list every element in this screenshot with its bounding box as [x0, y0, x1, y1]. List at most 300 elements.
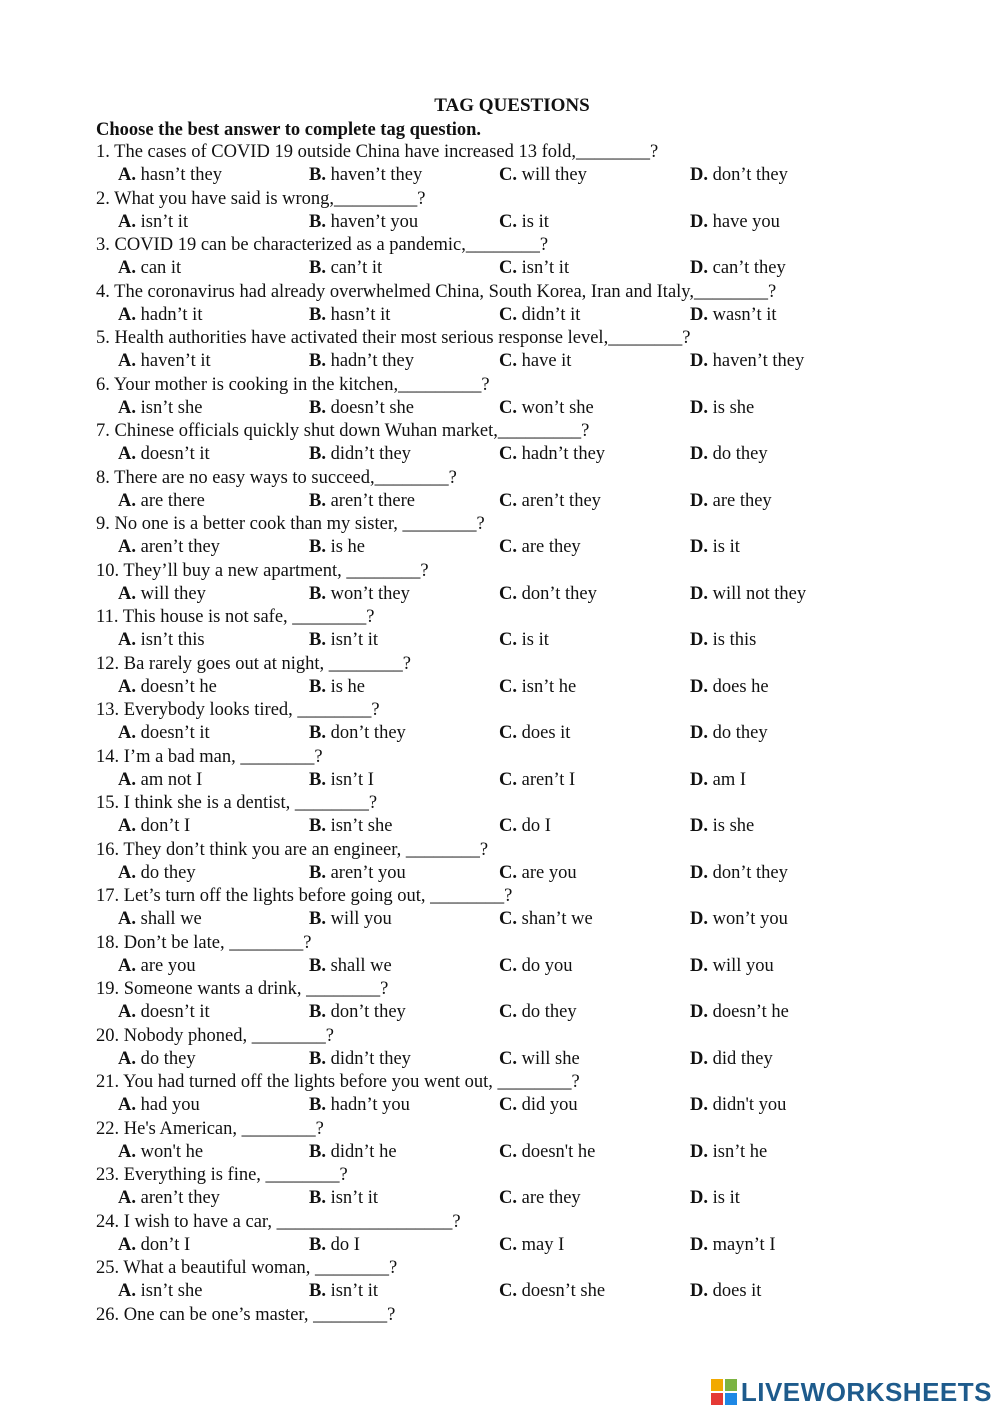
- answer-option-d[interactable]: [690, 1001, 789, 1024]
- question-stem: 7. Chinese officials quickly shut down Wuhan market,_________?: [96, 421, 590, 441]
- option-letter: D.: [690, 1048, 708, 1069]
- answer-option-b[interactable]: [309, 1187, 378, 1210]
- option-letter: A.: [118, 490, 136, 511]
- answer-options: [96, 536, 976, 559]
- answer-options: [96, 908, 976, 931]
- option-letter: C.: [499, 211, 517, 232]
- answer-option-a[interactable]: [118, 722, 210, 745]
- answer-option-c[interactable]: [499, 350, 571, 373]
- answer-option-a[interactable]: [118, 583, 206, 606]
- option-text: do I: [330, 1234, 360, 1255]
- answer-option-d[interactable]: [690, 164, 788, 187]
- option-letter: B.: [309, 444, 326, 465]
- option-letter: C.: [499, 769, 517, 790]
- question-item: [96, 606, 976, 653]
- question-stem: 14. I’m a bad man, ________?: [96, 746, 323, 767]
- option-text: are they: [712, 490, 772, 511]
- question-item: [96, 1025, 976, 1072]
- option-text: do they: [712, 444, 768, 465]
- option-letter: D.: [690, 630, 708, 651]
- option-text: don’t I: [140, 816, 191, 837]
- option-text: isn’t he: [521, 676, 577, 697]
- option-letter: B.: [309, 211, 326, 232]
- answer-option-d[interactable]: [690, 1048, 773, 1071]
- answer-option-b[interactable]: [309, 815, 392, 838]
- option-text: shall we: [330, 955, 392, 976]
- question-item: [96, 932, 976, 979]
- answer-option-b[interactable]: [309, 164, 422, 187]
- option-letter: B.: [309, 304, 326, 325]
- option-text: will they: [521, 165, 587, 186]
- answer-option-a[interactable]: [118, 257, 181, 280]
- answer-option-a[interactable]: [118, 1048, 196, 1071]
- option-letter: D.: [690, 351, 708, 372]
- question-stem: 25. What a beautiful woman, ________?: [96, 1258, 398, 1278]
- option-text: isn’t it: [330, 630, 379, 651]
- option-letter: D.: [690, 769, 708, 790]
- worksheet-title: TAG QUESTIONS: [434, 95, 590, 116]
- question-item: [96, 467, 976, 514]
- answer-option-b[interactable]: [309, 908, 392, 931]
- option-text: aren’t I: [521, 769, 576, 790]
- option-letter: C.: [499, 165, 517, 186]
- option-text: isn’t it: [140, 211, 189, 232]
- question-stem: 15. I think she is a dentist, ________?: [96, 793, 378, 813]
- option-text: haven’t they: [330, 165, 423, 186]
- answer-options: [96, 1048, 976, 1071]
- answer-options: [96, 1001, 976, 1024]
- answer-option-b[interactable]: [309, 1048, 411, 1071]
- question-stem: 24. I wish to have a car, ___________________?: [96, 1211, 461, 1232]
- answer-option-a[interactable]: [118, 304, 202, 327]
- answer-option-a[interactable]: [118, 1234, 190, 1257]
- answer-option-a[interactable]: [118, 1187, 220, 1210]
- option-text: didn’t they: [330, 1048, 411, 1069]
- answer-option-d[interactable]: [690, 676, 769, 699]
- answer-option-d[interactable]: [690, 629, 756, 652]
- answer-options: [96, 769, 976, 792]
- option-letter: A.: [118, 1234, 136, 1255]
- option-text: may I: [521, 1234, 565, 1255]
- answer-option-d[interactable]: [690, 257, 786, 280]
- option-letter: C.: [499, 816, 517, 837]
- answer-option-a[interactable]: [118, 1280, 202, 1303]
- question-stem: 23. Everything is fine, ________?: [96, 1165, 348, 1185]
- option-letter: C.: [499, 1234, 517, 1255]
- option-letter: C.: [499, 304, 517, 325]
- question-item: [96, 1164, 976, 1211]
- answer-option-b[interactable]: [309, 1094, 410, 1117]
- answer-option-a[interactable]: [118, 350, 211, 373]
- answer-option-a[interactable]: [118, 815, 190, 838]
- option-letter: A.: [118, 769, 136, 790]
- answer-option-d[interactable]: [690, 211, 780, 234]
- question-stem: 22. He's American, ________?: [96, 1118, 324, 1139]
- answer-option-d[interactable]: [690, 1094, 786, 1117]
- answer-option-b[interactable]: [309, 350, 414, 373]
- option-letter: C.: [499, 490, 517, 511]
- option-text: hadn’t you: [330, 1095, 410, 1116]
- instruction-text: Choose the best answer to complete tag question.: [96, 120, 482, 140]
- option-letter: D.: [690, 909, 708, 930]
- answer-option-c[interactable]: [499, 815, 551, 838]
- answer-option-d[interactable]: [690, 908, 788, 931]
- answer-options: [96, 676, 976, 699]
- option-text: is he: [330, 676, 366, 697]
- option-letter: B.: [309, 723, 326, 744]
- option-text: will she: [521, 1048, 580, 1069]
- option-letter: B.: [309, 1188, 326, 1209]
- question-item: [96, 839, 976, 886]
- answer-option-a[interactable]: [118, 862, 196, 885]
- answer-option-c[interactable]: [499, 211, 549, 234]
- answer-option-b[interactable]: [309, 583, 410, 606]
- answer-option-b[interactable]: [309, 211, 418, 234]
- answer-option-a[interactable]: [118, 769, 202, 792]
- option-text: aren’t they: [140, 537, 220, 558]
- answer-option-c[interactable]: [499, 304, 580, 327]
- option-text: have it: [521, 351, 572, 372]
- option-text: is this: [712, 630, 757, 651]
- question-item: [96, 374, 976, 421]
- option-text: can it: [140, 258, 182, 279]
- option-text: did you: [521, 1095, 578, 1116]
- option-letter: C.: [499, 537, 517, 558]
- option-letter: B.: [309, 258, 326, 279]
- option-text: won't he: [140, 1141, 204, 1162]
- option-letter: D.: [690, 1281, 708, 1302]
- answer-option-d[interactable]: [690, 443, 768, 466]
- option-text: shan’t we: [521, 909, 593, 930]
- answer-option-c[interactable]: [499, 164, 587, 187]
- answer-option-b[interactable]: [309, 862, 406, 885]
- option-text: do they: [521, 1002, 577, 1023]
- option-text: isn’t it: [330, 1188, 379, 1209]
- answer-option-d[interactable]: [690, 304, 777, 327]
- option-letter: D.: [690, 676, 708, 697]
- option-letter: B.: [309, 862, 326, 883]
- option-letter: C.: [499, 1002, 517, 1023]
- option-letter: B.: [309, 1234, 326, 1255]
- option-letter: B.: [309, 816, 326, 837]
- option-letter: D.: [690, 1234, 708, 1255]
- option-text: do they: [712, 723, 768, 744]
- answer-option-c[interactable]: [499, 536, 581, 559]
- option-text: mayn’t I: [712, 1234, 776, 1255]
- option-letter: C.: [499, 351, 517, 372]
- question-stem: 12. Ba rarely goes out at night, ________?: [96, 653, 411, 674]
- option-text: isn’t she: [140, 1281, 203, 1302]
- option-letter: D.: [690, 862, 708, 883]
- answer-options: [96, 1187, 976, 1210]
- question-item: [96, 653, 976, 700]
- answer-option-b[interactable]: [309, 1001, 406, 1024]
- option-letter: C.: [499, 955, 517, 976]
- answer-option-a[interactable]: [118, 397, 202, 420]
- answer-option-d[interactable]: [690, 397, 754, 420]
- question-stem: 1. The cases of COVID 19 outside China have increased 13 fold,________?: [96, 142, 659, 162]
- answer-option-d[interactable]: [690, 350, 804, 373]
- option-text: aren’t there: [330, 490, 415, 511]
- question-item: [96, 560, 976, 607]
- question-item: [96, 327, 976, 374]
- option-letter: C.: [499, 1188, 517, 1209]
- option-text: am I: [712, 769, 747, 790]
- option-text: hasn’t they: [140, 165, 222, 186]
- option-letter: B.: [309, 769, 326, 790]
- option-text: isn’t she: [140, 397, 203, 418]
- option-text: isn’t I: [330, 769, 374, 790]
- answer-option-a[interactable]: [118, 211, 188, 234]
- question-stem: 5. Health authorities have activated their most serious response level,________?: [96, 328, 691, 348]
- question-item: [96, 1118, 976, 1165]
- option-letter: B.: [309, 1095, 326, 1116]
- option-text: do they: [140, 862, 196, 883]
- option-text: do they: [140, 1048, 196, 1069]
- option-text: doesn’t it: [140, 444, 210, 465]
- question-item: [96, 281, 976, 328]
- answer-option-b[interactable]: [309, 676, 365, 699]
- option-letter: B.: [309, 351, 326, 372]
- option-text: is it: [521, 630, 549, 651]
- answer-option-c[interactable]: [499, 629, 549, 652]
- option-text: doesn’t she: [521, 1281, 606, 1302]
- question-item: [96, 420, 976, 467]
- answer-option-d[interactable]: [690, 815, 754, 838]
- option-letter: D.: [690, 1002, 708, 1023]
- option-text: hadn’t they: [521, 444, 606, 465]
- answer-option-d[interactable]: [690, 1234, 775, 1257]
- option-text: hadn’t it: [140, 304, 203, 325]
- question-stem: 4. The coronavirus had already overwhelmed China, South Korea, Iran and Italy,________?: [96, 281, 777, 302]
- question-stem: 26. One can be one’s master, ________?: [96, 1304, 396, 1325]
- option-letter: D.: [690, 490, 708, 511]
- question-item: [96, 1071, 976, 1118]
- option-text: did they: [712, 1048, 773, 1069]
- answer-option-b[interactable]: [309, 955, 392, 978]
- answer-option-c[interactable]: [499, 955, 573, 978]
- option-text: haven’t you: [330, 211, 419, 232]
- answer-option-b[interactable]: [309, 1280, 378, 1303]
- option-letter: C.: [499, 1048, 517, 1069]
- option-letter: B.: [309, 490, 326, 511]
- answer-option-b[interactable]: [309, 443, 411, 466]
- option-letter: C.: [499, 1141, 517, 1162]
- question-item: [96, 978, 976, 1025]
- answer-option-a[interactable]: [118, 908, 202, 931]
- option-text: didn’t it: [521, 304, 581, 325]
- answer-option-b[interactable]: [309, 536, 365, 559]
- option-letter: A.: [118, 211, 136, 232]
- answer-option-c[interactable]: [499, 862, 577, 885]
- option-text: do I: [521, 816, 551, 837]
- answer-options: [96, 815, 976, 838]
- question-stem: 2. What you have said is wrong,_________?: [96, 188, 426, 209]
- answer-option-a[interactable]: [118, 1001, 210, 1024]
- option-text: is she: [712, 397, 755, 418]
- question-stem: 16. They don’t think you are an engineer, ________?: [96, 839, 489, 860]
- answer-option-c[interactable]: [499, 1187, 581, 1210]
- answer-options: [96, 350, 976, 373]
- option-text: are you: [140, 955, 196, 976]
- option-letter: D.: [690, 165, 708, 186]
- option-letter: B.: [309, 1048, 326, 1069]
- option-text: don’t they: [330, 1002, 406, 1023]
- option-text: hadn’t they: [330, 351, 414, 372]
- answer-option-c[interactable]: [499, 1234, 564, 1257]
- answer-options: [96, 1094, 976, 1117]
- answer-options: [96, 211, 976, 234]
- answer-option-d[interactable]: [690, 583, 806, 606]
- question-stem: 17. Let’s turn off the lights before going out, ________?: [96, 886, 513, 906]
- answer-option-c[interactable]: [499, 908, 593, 931]
- option-text: doesn't he: [521, 1141, 596, 1162]
- option-text: isn’t it: [521, 258, 570, 279]
- option-letter: D.: [690, 444, 708, 465]
- option-letter: D.: [690, 1095, 708, 1116]
- answer-option-c[interactable]: [499, 1280, 605, 1303]
- question-item: [96, 1211, 976, 1258]
- option-letter: B.: [309, 397, 326, 418]
- option-letter: D.: [690, 816, 708, 837]
- answer-option-b[interactable]: [309, 722, 406, 745]
- answer-option-c[interactable]: [499, 769, 575, 792]
- answer-option-c[interactable]: [499, 1094, 578, 1117]
- option-text: will you: [712, 955, 774, 976]
- answer-option-a[interactable]: [118, 164, 222, 187]
- option-letter: A.: [118, 862, 136, 883]
- question-stem: 8. There are no easy ways to succeed,________?: [96, 467, 457, 488]
- option-text: didn’t they: [330, 444, 411, 465]
- option-text: won’t she: [521, 397, 594, 418]
- option-letter: A.: [118, 955, 136, 976]
- question-stem: 11. This house is not safe, ________?: [96, 607, 375, 627]
- answer-options: [96, 955, 976, 978]
- option-letter: A.: [118, 723, 136, 744]
- option-letter: C.: [499, 258, 517, 279]
- question-stem: 13. Everybody looks tired, ________?: [96, 700, 380, 720]
- answer-option-c[interactable]: [499, 722, 570, 745]
- question-stem: 18. Don’t be late, ________?: [96, 932, 312, 953]
- liveworksheets-logo-icon: [711, 1379, 737, 1405]
- option-letter: A.: [118, 676, 136, 697]
- option-letter: A.: [118, 630, 136, 651]
- option-letter: A.: [118, 1048, 136, 1069]
- answer-option-d[interactable]: [690, 1141, 767, 1164]
- answer-option-b[interactable]: [309, 257, 382, 280]
- answer-option-a[interactable]: [118, 955, 196, 978]
- option-letter: A.: [118, 583, 136, 604]
- option-letter: A.: [118, 304, 136, 325]
- option-letter: C.: [499, 630, 517, 651]
- question-item: [96, 1257, 976, 1304]
- option-text: didn’t he: [330, 1141, 397, 1162]
- option-letter: D.: [690, 397, 708, 418]
- answer-option-c[interactable]: [499, 676, 576, 699]
- answer-option-a[interactable]: [118, 443, 210, 466]
- answer-option-d[interactable]: [690, 862, 788, 885]
- answer-option-c[interactable]: [499, 443, 605, 466]
- option-letter: A.: [118, 258, 136, 279]
- answer-option-d[interactable]: [690, 490, 772, 513]
- option-text: are they: [521, 1188, 581, 1209]
- answer-options: [96, 1234, 976, 1257]
- answer-option-b[interactable]: [309, 1141, 397, 1164]
- answer-option-c[interactable]: [499, 397, 594, 420]
- answer-option-d[interactable]: [690, 1280, 761, 1303]
- answer-option-b[interactable]: [309, 397, 414, 420]
- option-text: won’t they: [330, 583, 410, 604]
- option-text: doesn’t she: [330, 397, 415, 418]
- answer-option-c[interactable]: [499, 1141, 595, 1164]
- answer-option-d[interactable]: [690, 536, 740, 559]
- option-letter: A.: [118, 351, 136, 372]
- answer-options: [96, 397, 976, 420]
- question-item: [96, 746, 976, 793]
- option-letter: D.: [690, 723, 708, 744]
- question-item: [96, 513, 976, 560]
- answer-option-a[interactable]: [118, 1094, 200, 1117]
- answer-option-a[interactable]: [118, 536, 220, 559]
- answer-option-b[interactable]: [309, 304, 390, 327]
- answer-option-c[interactable]: [499, 1048, 580, 1071]
- question-item: [96, 141, 976, 188]
- option-text: doesn’t he: [712, 1002, 789, 1023]
- logo-text: LIVEWORKSHEETS: [740, 1376, 992, 1407]
- answer-option-c[interactable]: [499, 257, 569, 280]
- answer-option-c[interactable]: [499, 1001, 577, 1024]
- question-stem: 21. You had turned off the lights before you went out, ________?: [96, 1072, 580, 1092]
- question-item: [96, 188, 976, 235]
- option-letter: D.: [690, 1141, 708, 1162]
- answer-option-a[interactable]: [118, 1141, 203, 1164]
- option-letter: D.: [690, 955, 708, 976]
- option-letter: D.: [690, 211, 708, 232]
- question-list: [96, 141, 976, 1350]
- answer-option-c[interactable]: [499, 490, 601, 513]
- answer-option-d[interactable]: [690, 769, 746, 792]
- option-letter: C.: [499, 397, 517, 418]
- option-letter: C.: [499, 862, 517, 883]
- answer-option-d[interactable]: [690, 955, 774, 978]
- option-letter: C.: [499, 909, 517, 930]
- answer-option-a[interactable]: [118, 629, 205, 652]
- answer-options: [96, 443, 976, 466]
- answer-option-d[interactable]: [690, 722, 768, 745]
- option-letter: B.: [309, 1141, 326, 1162]
- answer-option-a[interactable]: [118, 490, 205, 513]
- option-letter: C.: [499, 1095, 517, 1116]
- option-text: isn’t she: [330, 816, 393, 837]
- answer-option-a[interactable]: [118, 676, 217, 699]
- option-letter: C.: [499, 1281, 517, 1302]
- answer-option-b[interactable]: [309, 769, 374, 792]
- option-text: do you: [521, 955, 573, 976]
- option-text: shall we: [140, 909, 202, 930]
- liveworksheets-logo[interactable]: [711, 1377, 992, 1407]
- option-text: will not they: [712, 583, 807, 604]
- option-text: is it: [712, 537, 740, 558]
- answer-option-b[interactable]: [309, 490, 415, 513]
- question-stem: 3. COVID 19 can be characterized as a pandemic,________?: [96, 235, 549, 255]
- answer-option-b[interactable]: [309, 629, 378, 652]
- answer-option-d[interactable]: [690, 1187, 740, 1210]
- option-letter: D.: [690, 258, 708, 279]
- answer-options: [96, 1141, 976, 1164]
- question-item: [96, 234, 976, 281]
- answer-option-c[interactable]: [499, 583, 597, 606]
- answer-option-b[interactable]: [309, 1234, 360, 1257]
